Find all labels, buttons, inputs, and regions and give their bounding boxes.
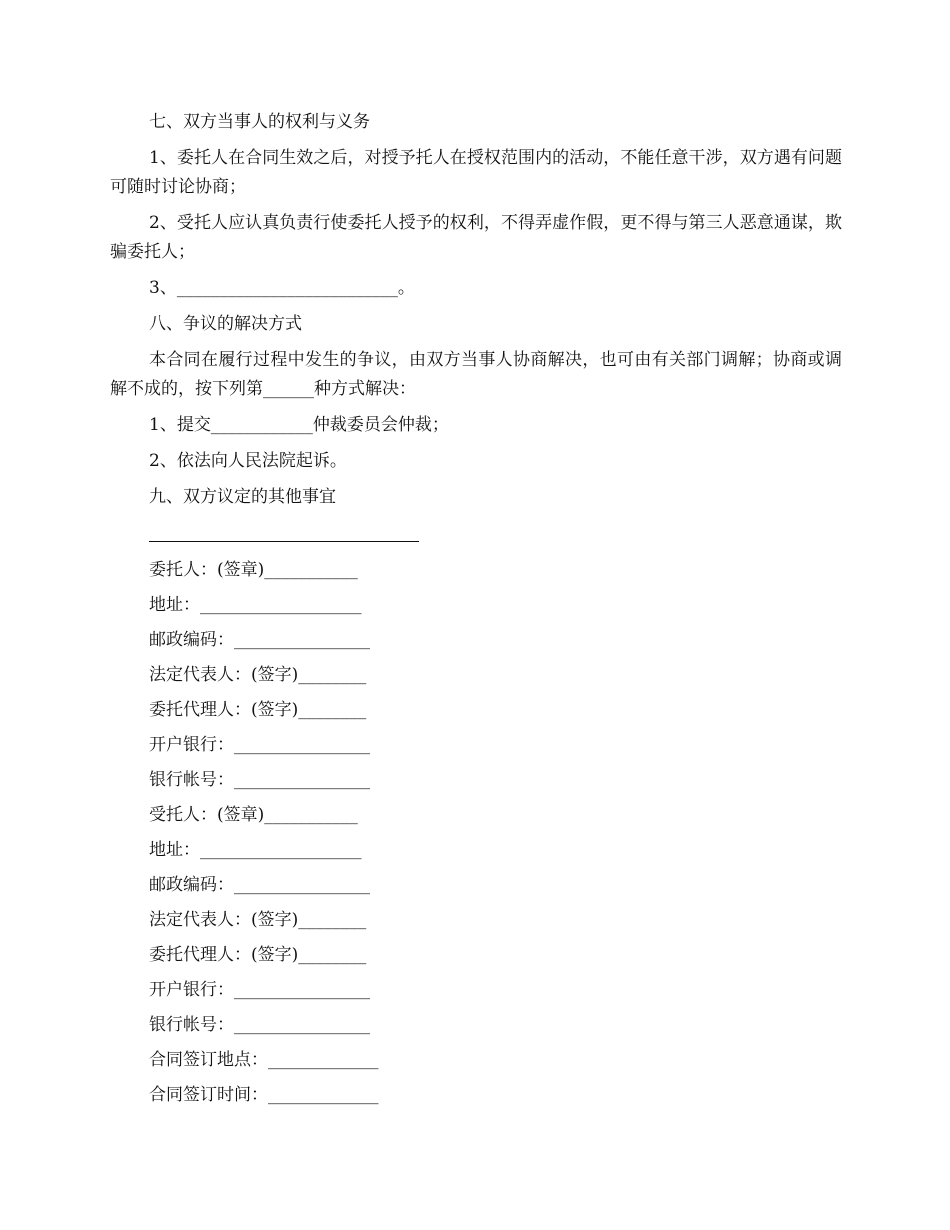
section9-heading: 九、双方议定的其他事宜	[149, 487, 336, 507]
client-account-field: 银行帐号：________________	[149, 770, 370, 790]
agent-postcode-field: 邮政编码：________________	[149, 875, 370, 895]
client-postcode-field: 邮政编码：________________	[149, 630, 370, 650]
agent-seal-field: 受托人：(签章)___________	[149, 805, 358, 825]
agent-signature-block	[110, 801, 842, 1040]
client-bank-field: 开户银行：________________	[149, 735, 370, 755]
client-signature-block	[110, 556, 842, 795]
section7-item-2: 2、受托人应认真负责行使委托人授予的权利，不得弄虚作假，更不得与第三人恶意通谋，欺骗委托人；	[110, 213, 842, 262]
section8-heading: 八、争议的解决方式	[149, 314, 302, 334]
client-seal-field: 委托人：(签章)___________	[149, 560, 358, 580]
agent-account-field: 银行帐号：________________	[149, 1015, 370, 1035]
agent-address-field: 地址：___________________	[149, 840, 362, 860]
client-legal-rep-field: 法定代表人：(签字)________	[149, 665, 367, 685]
section8-item-1: 1、提交____________仲裁委员会仲裁；	[149, 415, 449, 435]
section8-body: 本合同在履行过程中发生的争议，由双方当事人协商解决，也可由有关部门调解；协商或调解不成的，按下列第______种方式解决：	[110, 350, 842, 399]
section7-item-3: 3、__________________________。	[149, 278, 415, 298]
section8-item-2: 2、依法向人民法院起诉。	[149, 451, 347, 471]
blank-rule	[149, 541, 419, 542]
client-agent-field: 委托代理人：(签字)________	[149, 700, 367, 720]
agent-legal-rep-field: 法定代表人：(签字)________	[149, 910, 367, 930]
agent-agent-field: 委托代理人：(签字)________	[149, 945, 367, 965]
contract-page	[110, 108, 842, 1116]
client-address-field: 地址：___________________	[149, 595, 362, 615]
section7-heading: 七、双方当事人的权利与义务	[149, 112, 370, 132]
signing-place-field: 合同签订地点：_____________	[149, 1050, 379, 1070]
section7-item-1: 1、委托人在合同生效之后，对授予托人在授权范围内的活动，不能任意干涉，双方遇有问题可随时讨论协商；	[110, 148, 842, 197]
signing-time-field: 合同签订时间：_____________	[149, 1085, 379, 1105]
agent-bank-field: 开户银行：________________	[149, 980, 370, 1000]
other-matters-blank-line	[149, 519, 842, 548]
signing-info-block	[110, 1046, 842, 1110]
